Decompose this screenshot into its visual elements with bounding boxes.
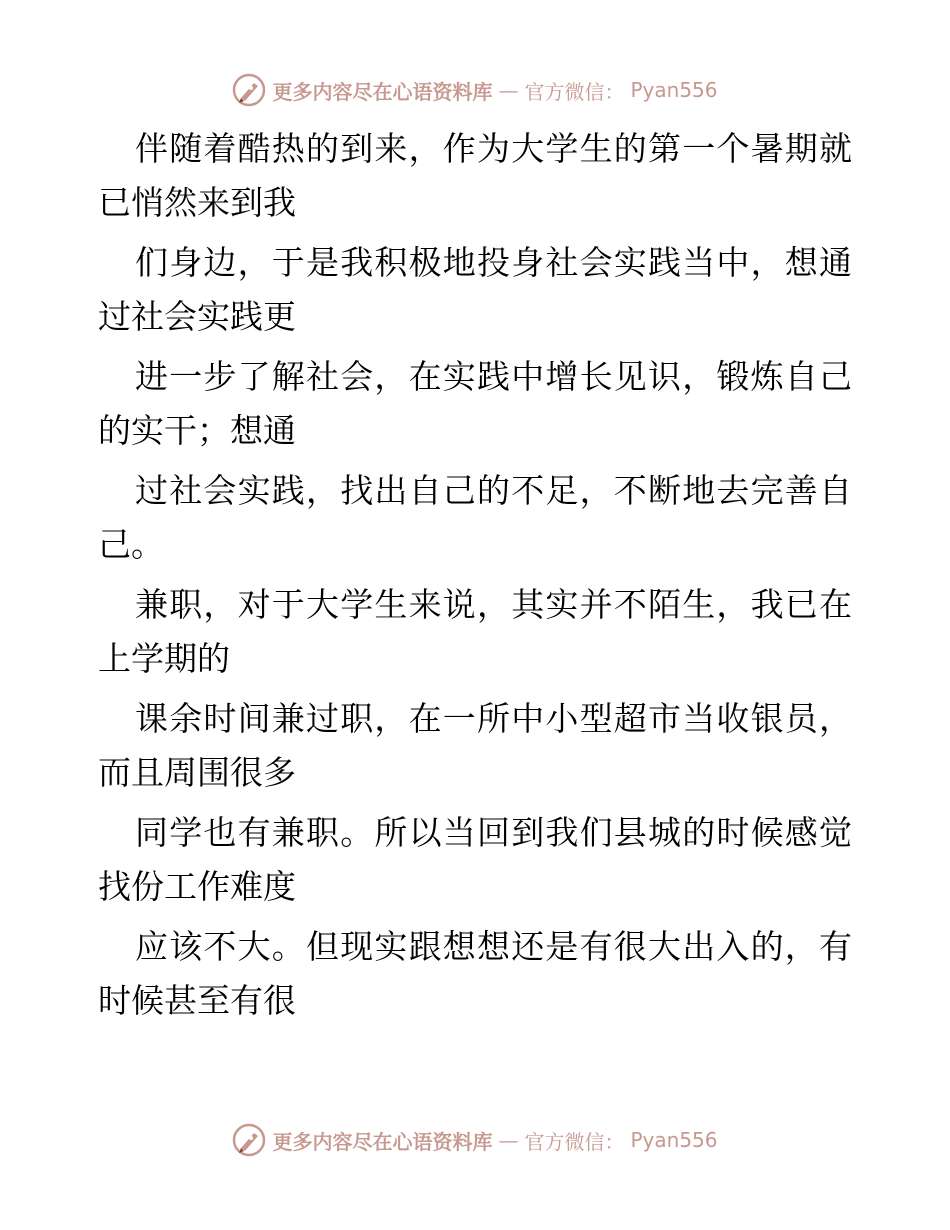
watermark-wechat-id: Pyan556 [630, 78, 718, 102]
watermark-separator: — [498, 78, 519, 102]
pen-logo-icon [232, 1123, 266, 1157]
watermark-brand: 更多内容尽在心语资料库 [272, 1129, 493, 1154]
paragraph-line: 过社会实践更 [98, 297, 296, 336]
paragraph-line: 课余时间兼过职，在一所中小型超市当收银员， [135, 699, 854, 738]
paragraph-line: 兼职，对于大学生来说，其实并不陌生，我已在 [135, 585, 854, 624]
watermark-wechat-label: 官方微信： [524, 1129, 625, 1154]
paragraph-line: 的实干；想通 [98, 411, 296, 450]
paragraph-line: 而且周围很多 [98, 753, 296, 792]
watermark-wechat-id: Pyan556 [630, 1128, 718, 1152]
paragraph-line: 己。 [98, 525, 164, 564]
paragraph [98, 806, 858, 914]
paragraph-line: 同学也有兼职。所以当回到我们县城的时候感觉 [135, 813, 854, 852]
paragraph-line: 们身边，于是我积极地投身社会实践当中，想通 [135, 243, 854, 282]
paragraph-line: 应该不大。但现实跟想想还是有很大出入的，有 [135, 927, 854, 966]
paragraph-line: 过社会实践，找出自己的不足，不断地去完善自 [135, 471, 854, 510]
paragraph [98, 578, 858, 686]
paragraph [98, 122, 858, 230]
paragraph [98, 692, 858, 800]
watermark-brand: 更多内容尽在心语资料库 [272, 79, 493, 104]
paragraph [98, 920, 858, 1028]
paragraph [98, 236, 858, 344]
watermark-separator: — [498, 1128, 519, 1152]
footer-watermark [0, 1120, 950, 1160]
paragraph [98, 464, 858, 572]
paragraph [98, 350, 858, 458]
pen-logo-icon [232, 73, 266, 107]
paragraph-line: 进一步了解社会，在实践中增长见识，锻炼自己 [135, 357, 854, 396]
paragraph-line: 已悄然来到我 [98, 183, 296, 222]
watermark-wechat-label: 官方微信： [524, 79, 625, 104]
document-body [98, 122, 858, 1034]
paragraph-line: 找份工作难度 [98, 867, 296, 906]
paragraph-line: 伴随着酷热的到来，作为大学生的第一个暑期就 [135, 129, 854, 168]
paragraph-line: 时候甚至有很 [98, 981, 296, 1020]
paragraph-line: 上学期的 [98, 639, 230, 678]
header-watermark [0, 70, 950, 110]
